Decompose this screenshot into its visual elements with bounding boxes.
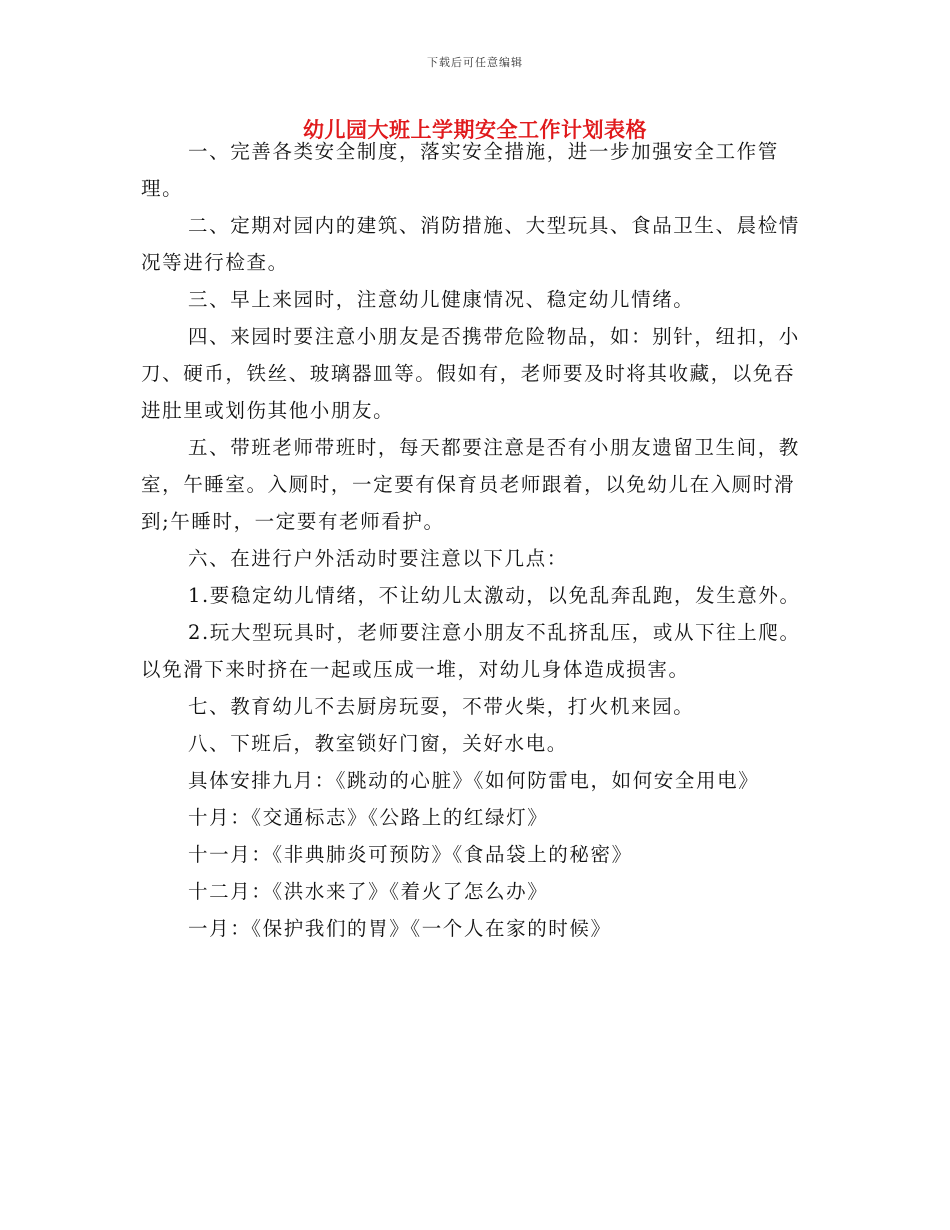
schedule-january: 一月：《保护我们的胃》《一个人在家的时候》 <box>188 917 612 940</box>
list-item-2: 2.玩大型玩具时，老师要注意小朋友不乱挤乱压，或从下往上爬。以免滑下来时挤在一起或压成一堆，对幼儿身体造成损害。 <box>141 621 801 681</box>
paragraph-1: 一、完善各类安全制度，落实安全措施，进一步加强安全工作管理。 <box>141 140 779 200</box>
page-header-note: 下载后可任意编辑 <box>427 56 523 69</box>
schedule-september: 具体安排九月：《跳动的心脏》《如何防雷电，如何安全用电》 <box>188 769 760 792</box>
paragraph-7: 七、教育幼儿不去厨房玩耍，不带火柴，打火机来园。 <box>188 695 695 718</box>
schedule-october: 十月：《交通标志》《公路上的红绿灯》 <box>188 806 549 829</box>
document-title: 幼儿园大班上学期安全工作计划表格 <box>303 118 647 142</box>
paragraph-3: 三、早上来园时，注意幼儿健康情况、稳定幼儿情绪。 <box>188 288 695 311</box>
paragraph-6: 六、在进行户外活动时要注意以下几点： <box>188 547 568 570</box>
schedule-november: 十一月：《非典肺炎可预防》《食品袋上的秘密》 <box>188 843 633 866</box>
paragraph-8: 八、下班后，教室锁好门窗，关好水电。 <box>188 732 568 755</box>
schedule-december: 十二月：《洪水来了》《着火了怎么办》 <box>188 880 549 903</box>
paragraph-2: 二、定期对园内的建筑、消防措施、大型玩具、食品卫生、晨检情况等进行检查。 <box>141 214 800 274</box>
paragraph-4: 四、来园时要注意小朋友是否携带危险物品，如：别针，纽扣，小刀、硬币，铁丝、玻璃器皿等。假如有，老师要及时将其收藏，以免吞进肚里或划伤其他小朋友。 <box>141 325 800 422</box>
document-body <box>141 133 813 947</box>
paragraph-5: 五、带班老师带班时，每天都要注意是否有小朋友遗留卫生间，教室，午睡室。入厕时，一定要有保育员老师跟着，以免幼儿在入厕时滑到;午睡时，一定要有老师看护。 <box>141 436 800 533</box>
list-item-1: 1.要稳定幼儿情绪，不让幼儿太激动，以免乱奔乱跑，发生意外。 <box>188 584 801 607</box>
